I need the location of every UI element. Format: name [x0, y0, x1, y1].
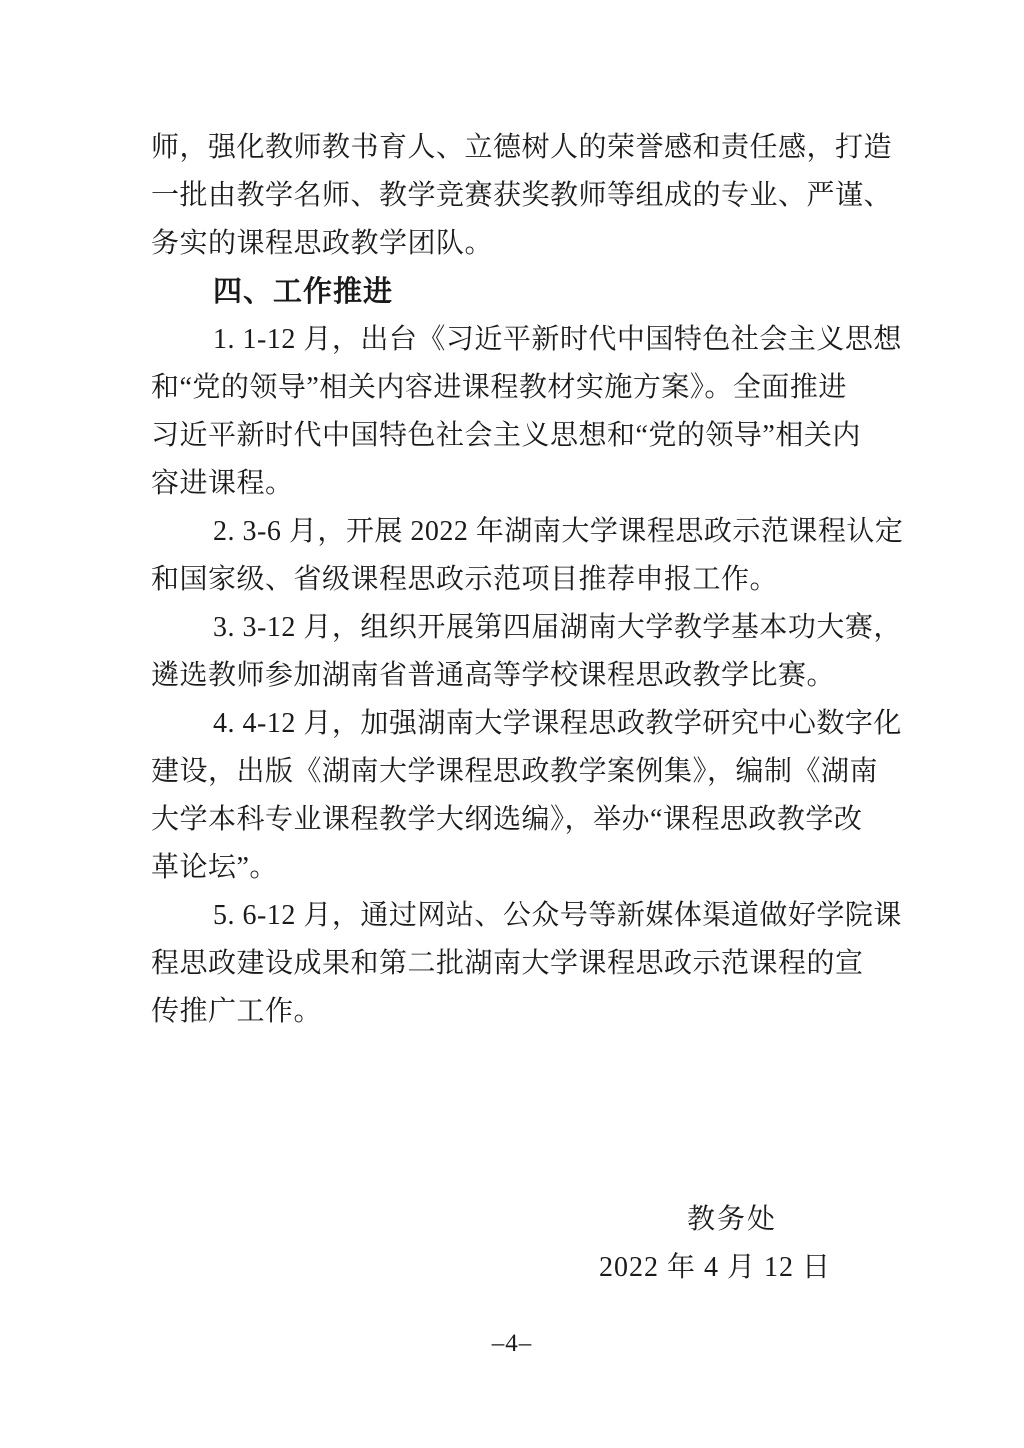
text-line: 大学本科专业课程教学大纲选编》，举办“课程思政教学改: [151, 804, 863, 835]
text-line: 习近平新时代中国特色社会主义思想和“党的领导”相关内: [151, 420, 861, 451]
text-line: 5. 6-12 月，通过网站、公众号等新媒体渠道做好学院课: [213, 900, 902, 931]
text-line: 和国家级、省级课程思政示范项目推荐申报工作。: [151, 564, 779, 595]
document-body: [151, 124, 904, 1036]
text-line: 务实的课程思政教学团队。: [151, 228, 494, 259]
text-line: 革论坛”。: [151, 852, 278, 883]
text-line: 程思政建设成果和第二批湖南大学课程思政示范课程的宣: [151, 948, 864, 979]
text-line: 4. 4-12 月，加强湖南大学课程思政教学研究中心数字化: [213, 708, 902, 739]
text-line: 容进课程。: [151, 468, 294, 499]
text-line: 1. 1-12 月，出台《习近平新时代中国特色社会主义思想: [213, 324, 902, 355]
text-line: 遴选教师参加湖南省普通高等学校课程思政教学比赛。: [151, 660, 836, 691]
text-line: 和“党的领导”相关内容进课程教材实施方案》。全面推进: [151, 372, 847, 403]
text-line: 师，强化教师教书育人、立德树人的荣誉感和责任感，打造: [151, 132, 893, 163]
text-line: 3. 3-12 月，组织开展第四届湖南大学教学基本功大赛，: [213, 612, 902, 643]
signature-date: 2022 年 4 月 12 日: [598, 1252, 831, 1283]
text-line: 建设，出版《湖南大学课程思政教学案例集》，编制《湖南: [151, 756, 879, 787]
section-heading: 四、工作推进: [213, 276, 394, 308]
text-line: 传推广工作。: [151, 996, 323, 1027]
text-line: 2. 3-6 月，开展 2022 年湖南大学课程思政示范课程认定: [213, 516, 904, 547]
signature-block: [599, 1196, 831, 1292]
text-line: 一批由教学名师、教学竞赛获奖教师等组成的专业、严谨、: [151, 180, 893, 211]
page-number: –4–: [491, 1330, 533, 1357]
signature-office: 教务处: [686, 1204, 777, 1235]
